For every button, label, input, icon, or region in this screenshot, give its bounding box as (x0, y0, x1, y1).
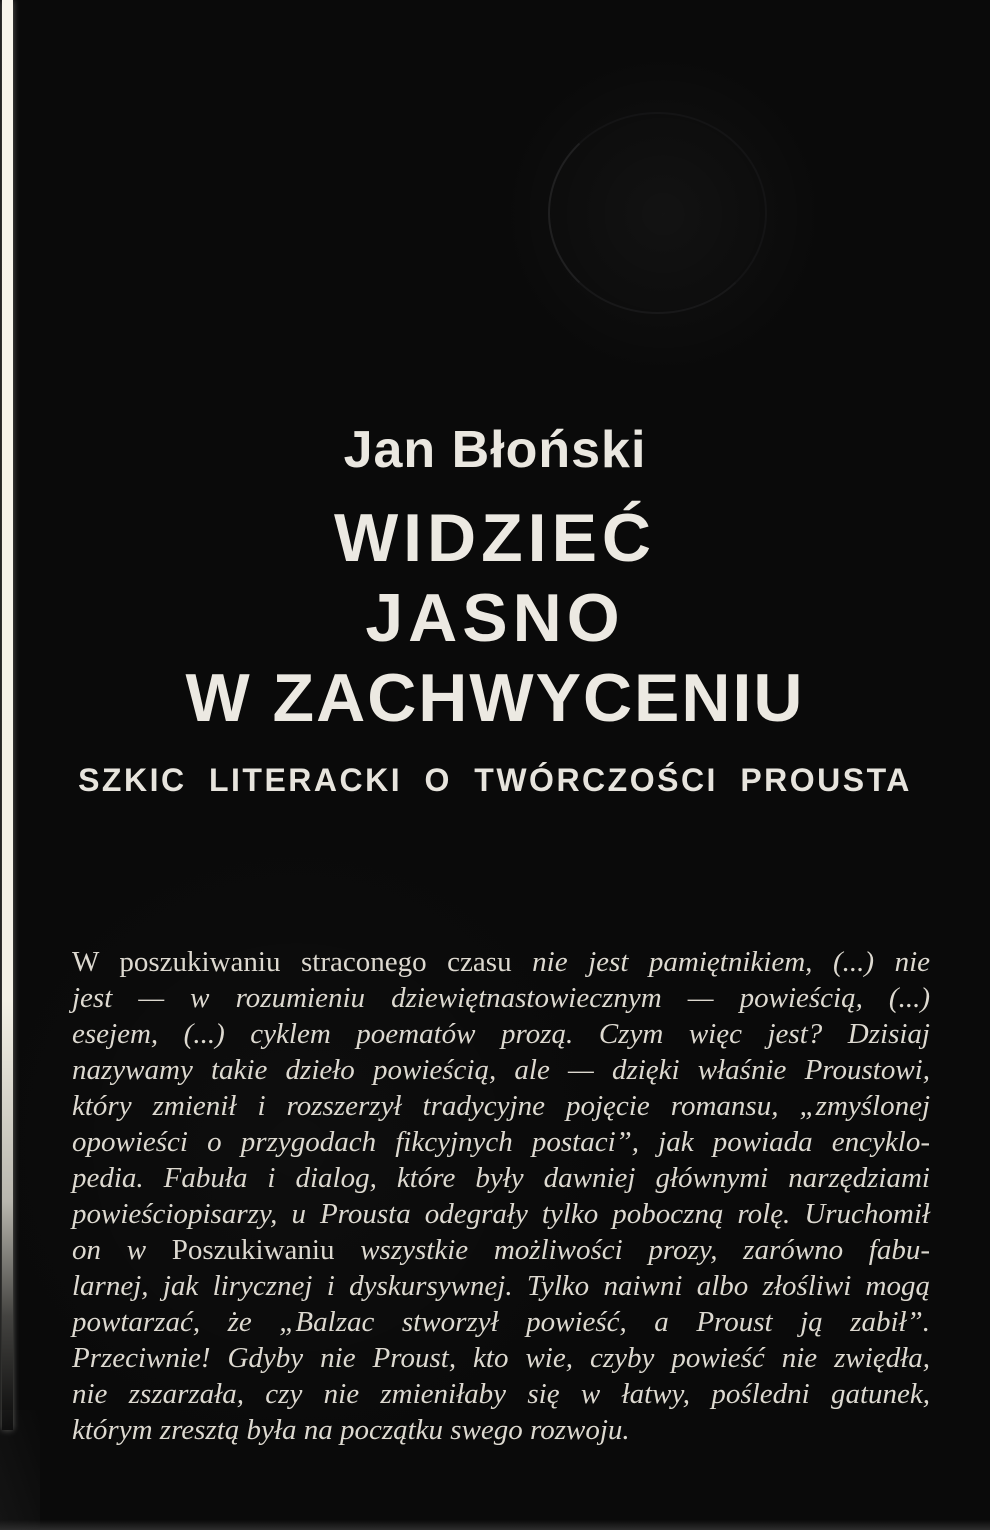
blurb-line (72, 1340, 930, 1376)
title-line-1: WIDZIEĆ (333, 500, 657, 576)
bottom-edge-band (0, 1520, 990, 1530)
blurb-text-segment: który zmienił i rozszerzył tradycyjne pojęcie romansu, „zmyślonej (72, 1090, 930, 1122)
blurb-text-segment: nie zszarzała, czy nie zmieniłaby się w łatwy, pośledni gatunek, (72, 1378, 930, 1410)
blurb-text-segment: jest — w rozumieniu dziewiętnastowiecznym — powieścią, (...) (72, 982, 930, 1014)
blurb-line (72, 1268, 930, 1304)
blurb-line (72, 980, 930, 1016)
subtitle: SZKIC LITERACKI O TWÓRCZOŚCI PROUSTA (78, 762, 912, 798)
author-name: Jan Błoński (343, 421, 647, 479)
blurb-text-segment: którym zresztą była na początku swego rozwoju. (72, 1414, 630, 1446)
blurb-line (72, 1304, 930, 1340)
blurb-text-segment: powieściopisarzy, u Prousta odegrały tylko poboczną rolę. Uruchomił (72, 1198, 930, 1230)
book-title (0, 498, 990, 738)
blurb-text-segment: esejem, (...) cyklem poematów prozą. Czym więc jest? Dzisiaj (72, 1018, 930, 1050)
blurb-text-segment: nie jest pamiętnikiem, (...) nie (532, 946, 930, 978)
corner-smudge (0, 1410, 40, 1530)
blurb-line (72, 1160, 930, 1196)
title-line-2: JASNO (365, 580, 625, 656)
blurb-line (72, 1016, 930, 1052)
blurb-text-segment: on w (72, 1234, 172, 1266)
blurb-line (72, 1412, 930, 1448)
blurb-line (72, 944, 930, 980)
blurb-text-segment: nazywamy takie dzieło powieścią, ale — dzięki właśnie Proustowi, (72, 1054, 930, 1086)
blurb-text-segment: Poszukiwaniu (171, 1234, 335, 1266)
blurb-line (72, 1052, 930, 1088)
blurb-text-segment: W poszukiwaniu straconego czasu (72, 946, 533, 978)
blurb-text-segment: larnej, jak lirycznej i dyskursywnej. Tylko naiwni albo złośliwi mogą (72, 1270, 930, 1302)
blurb-line (72, 1232, 930, 1268)
blurb-line (72, 1196, 930, 1232)
glare-arc-artifact (548, 112, 767, 314)
title-line-3: W ZACHWYCENIU (185, 660, 805, 736)
blurb-paragraph (72, 944, 930, 1448)
blurb-line (72, 1124, 930, 1160)
blurb-text-segment: wszystkie możliwości prozy, zarówno fabu- (334, 1234, 930, 1266)
blurb-text-segment: Przeciwnie! Gdyby nie Proust, kto wie, czyby powieść nie zwiędła, (72, 1342, 930, 1374)
blurb-text-segment: opowieści o przygodach fikcyjnych postaci”, jak powiada encyklo- (72, 1126, 930, 1158)
blurb-line (72, 1376, 930, 1412)
blurb-text-segment: pedia. Fabuła i dialog, które były dawniej głównymi narzędziami (72, 1162, 930, 1194)
blurb-line (72, 1088, 930, 1124)
blurb-text-segment: powtarzać, że „Balzac stworzył powieść, a Proust ją zabił”. (72, 1306, 930, 1338)
